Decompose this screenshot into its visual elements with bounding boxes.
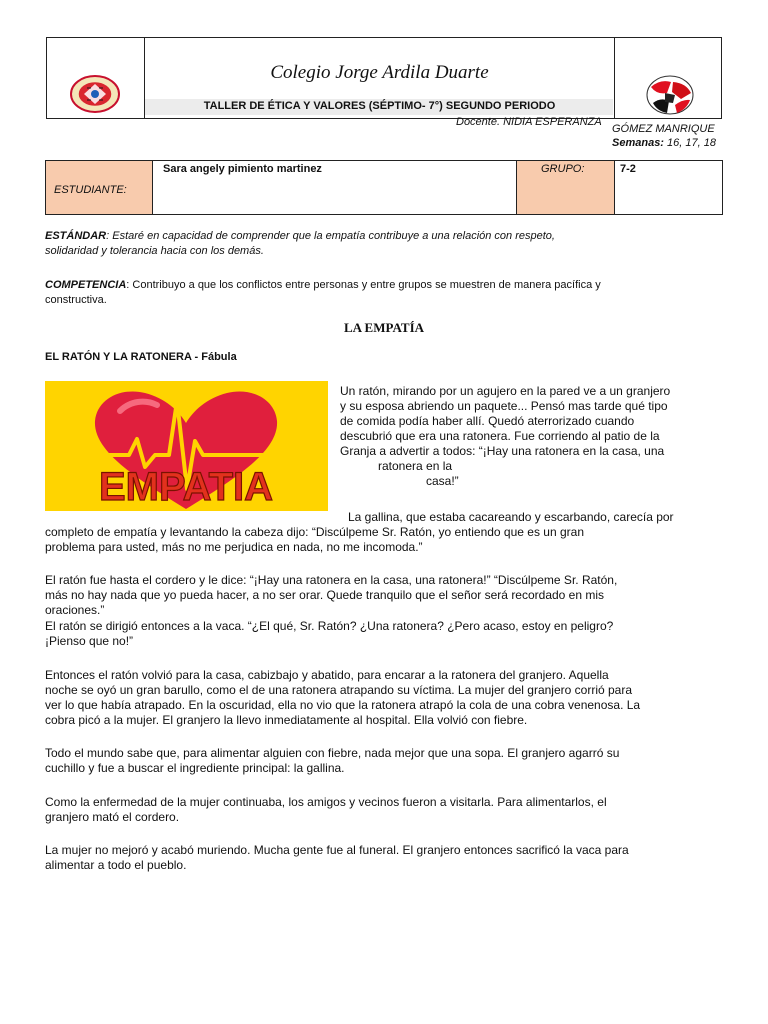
section-title: LA EMPATÍA — [343, 320, 425, 335]
fable-title: EL RATÓN Y LA RATONERA - Fábula — [45, 351, 237, 363]
weeks-label: Semanas: — [612, 137, 664, 149]
ball-logo — [645, 75, 695, 115]
story-line: completo de empatía y levantando la cabeza dijo: “Discúlpeme Sr. Ratón, yo entiendo que es un gran — [45, 525, 584, 539]
empatia-word: EMPATIA — [98, 465, 274, 509]
story-line: y su esposa abriendo un paquete... Pensó mas tarde qué tipo — [340, 399, 668, 413]
story-line: Todo el mundo sabe que, para alimentar alguien con fiebre, nada mejor que una sopa. El granjero agarró su — [45, 746, 620, 760]
story-line: granjero mató el cordero. — [45, 810, 180, 824]
competence-text: : Contribuyo a que los conflictos entre personas y entre grupos se muestren de manera pacífica y — [126, 279, 601, 291]
story-line: problema para usted, más no me perjudica en nada, no me incomoda.” — [45, 540, 423, 554]
teacher-name-part2: GÓMEZ MANRIQUE — [612, 123, 715, 135]
story-line: de comida podía haber allí. Quedó aterrorizado cuando — [340, 414, 635, 428]
story-line: Granja a advertir a todos: “¡Hay una ratonera en la casa, una — [340, 444, 665, 458]
story-paragraph-trap — [45, 668, 725, 728]
story-line: ver lo que había atrapado. En la oscuridad, ella no vio que la ratonera atrapó la cola de una cobra venenosa. La — [45, 698, 641, 712]
student-table-divider — [516, 160, 517, 215]
standard-line — [45, 229, 725, 244]
heart-ecg-illustration — [45, 381, 328, 511]
header-divider — [614, 37, 615, 119]
story-line: noche se oyó un gran barullo, como el de una ratonera atrapando su víctima. La mujer del granjero corrió para — [45, 683, 633, 697]
story-paragraph-funeral — [45, 843, 725, 873]
story-line: El ratón se dirigió entonces a la vaca. “¿El qué, Sr. Ratón? ¿Una ratonera? ¿Pero acaso, estoy en peligro? — [45, 619, 614, 633]
story-line: ¡Pienso que no!” — [45, 634, 134, 648]
story-line: casa!” — [426, 474, 459, 488]
empathy-illustration — [45, 381, 328, 511]
story-paragraph-cow — [45, 619, 725, 649]
story-line: alimentar a todo el pueblo. — [45, 858, 187, 872]
story-line: cuchillo y fue a buscar el ingrediente principal: la gallina. — [45, 761, 345, 775]
student-name: Sara angely pimiento martinez — [163, 163, 322, 175]
weeks-value: 16, 17, 18 — [663, 137, 716, 149]
standard-line: solidaridad y tolerancia hacia con los demás. — [45, 245, 264, 257]
story-paragraph-hen — [45, 510, 725, 555]
teacher-line — [456, 116, 602, 128]
competence-line: constructiva. — [45, 294, 107, 306]
student-label: ESTUDIANTE: — [54, 184, 127, 196]
competence-line — [45, 278, 725, 293]
story-line: descubrió que era una ratonera. Fue corriendo al patio de la — [340, 429, 660, 443]
weeks-line — [612, 137, 716, 149]
school-crest-logo — [70, 74, 120, 114]
story-line: más no hay nada que yo pueda hacer, a no ser orar. Quede tranquilo que el señor será recordado en mis — [45, 588, 605, 602]
competence-paragraph — [45, 278, 725, 308]
student-table-divider — [152, 160, 153, 215]
story-line: La mujer no mejoró y acabó muriendo. Mucha gente fue al funeral. El granjero entonces sacrificó la vaca para — [45, 843, 629, 857]
story-line: Como la enfermedad de la mujer continuaba, los amigos y vecinos fueron a visitarla. Para alimentarlos, el — [45, 795, 607, 809]
story-line: cobra picó a la mujer. El granjero la llevo inmediatamente al hospital. Ella volvió con fiebre. — [45, 713, 528, 727]
competence-label: COMPETENCIA — [45, 279, 127, 291]
student-table-divider — [614, 160, 615, 215]
workshop-title: TALLER DE ÉTICA Y VALORES (SÉPTIMO- 7°) SEGUNDO PERIODO — [203, 100, 556, 112]
story-paragraph-soup — [45, 746, 725, 776]
group-value: 7-2 — [620, 163, 636, 175]
school-name: Colegio Jorge Ardila Duarte — [270, 62, 489, 83]
standard-paragraph — [45, 229, 725, 259]
story-paragraph-visitors — [45, 795, 725, 825]
story-paragraph-lamb — [45, 573, 725, 618]
story-line: ratonera en la — [378, 459, 453, 473]
story-intro — [340, 384, 670, 489]
teacher-prefix: Docente. — [456, 116, 504, 128]
teacher-name-part1: NIDIA ESPERANZA — [503, 116, 602, 128]
story-line: Un ratón, mirando por un agujero en la pared ve a un granjero — [340, 384, 671, 398]
story-line: El ratón fue hasta el cordero y le dice: “¡Hay una ratonera en la casa, una ratonera!” “Discúlpeme Sr. Ratón, — [45, 573, 618, 587]
group-label: GRUPO: — [541, 163, 585, 175]
story-line: La gallina, que estaba cacareando y escarbando, carecía por — [348, 510, 674, 524]
story-line: Entonces el ratón volvió para la casa, cabizbajo y abatido, para encarar a la ratonera del granjero. Aquella — [45, 668, 609, 682]
story-line: oraciones.” — [45, 603, 105, 617]
standard-label: ESTÁNDAR — [45, 230, 107, 242]
standard-text: : Estaré en capacidad de comprender que la empatía contribuye a una relación con respeto, — [106, 230, 555, 242]
